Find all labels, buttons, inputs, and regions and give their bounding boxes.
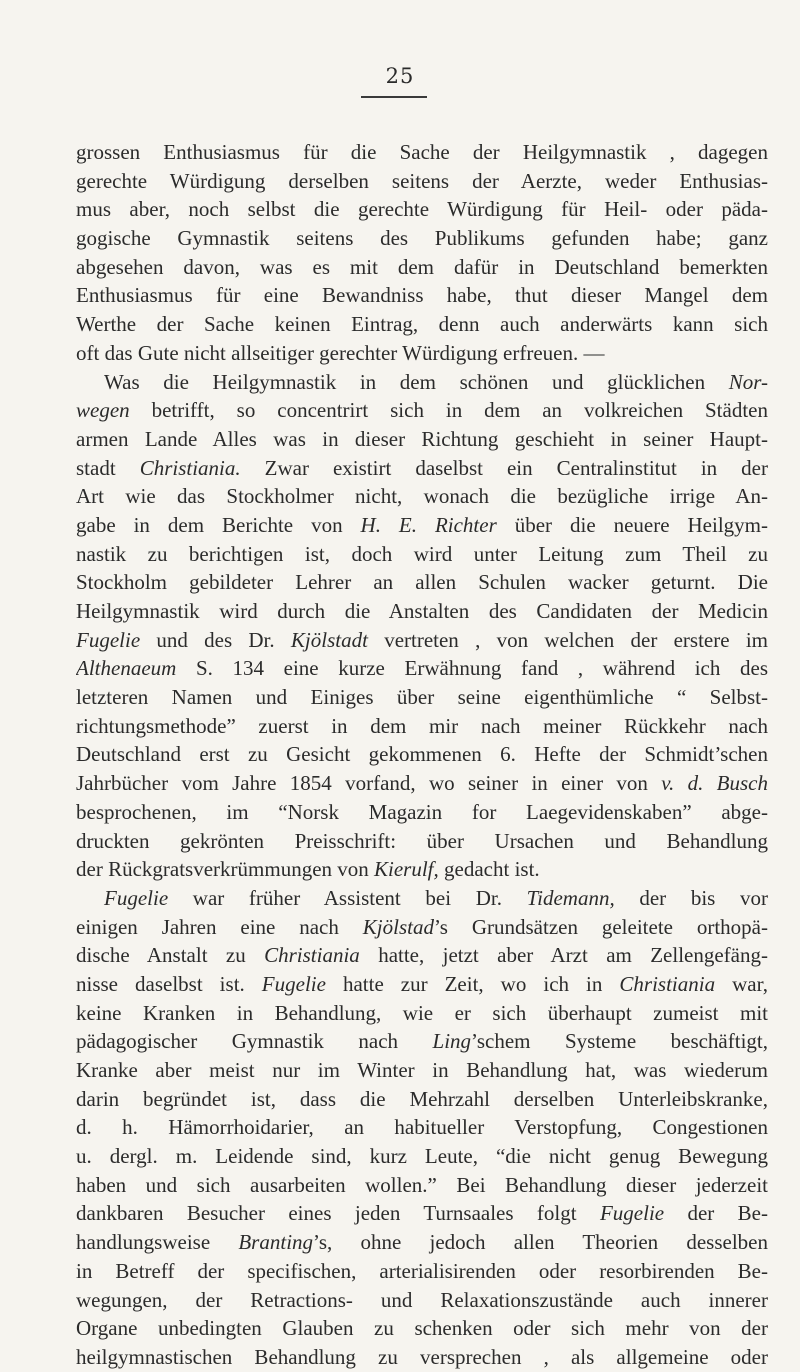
- text-segment: druckten gekrönten Preisschrift: über Ursachen und Behandlung: [76, 828, 768, 853]
- italic-text: Fugelie: [104, 885, 169, 910]
- text-line: [76, 769, 768, 798]
- text-line: [76, 1113, 768, 1142]
- text-segment: wegungen, der Retractions- und Relaxationszustände auch innerer: [76, 1287, 768, 1312]
- text-segment: heilgymnastischen Behandlung zu versprechen , als allgemeine oder: [76, 1344, 768, 1369]
- text-segment: Art wie das Stockholmer nicht, wonach die bezügliche irrige An-: [76, 484, 768, 509]
- text-line: [76, 368, 768, 397]
- text-line: [76, 827, 768, 856]
- text-segment: der Rückgratsverkrümmungen von: [76, 857, 375, 882]
- text-segment: Zwar existirt daselbst ein Centralinstitut in der: [240, 455, 768, 480]
- italic-text: H. E. Richter: [360, 512, 497, 537]
- italic-text: Branting: [238, 1230, 314, 1255]
- text-segment: war früher Assistent bei Dr.: [168, 885, 527, 910]
- text-segment: u. dergl. m. Leidende sind, kurz Leute, “die nicht genug Bewegung: [76, 1144, 768, 1169]
- text-line: [76, 310, 768, 339]
- text-line: [76, 1027, 768, 1056]
- text-line: [76, 999, 768, 1028]
- text-segment: gerechte Würdigung derselben seitens der Aerzte, weder Enthusias-: [76, 168, 768, 193]
- text-segment: haben und sich ausarbeiten wollen.” Bei Behandlung dieser jederzeit: [76, 1172, 768, 1197]
- text-line: [76, 712, 768, 741]
- text-line: [76, 597, 768, 626]
- text-segment: d. h. Hämorrhoidarier, an habitueller Verstopfung, Congestionen: [76, 1115, 768, 1140]
- italic-text: Kierulf,: [374, 857, 439, 882]
- page-number: 25: [385, 64, 415, 88]
- text-line: [76, 568, 768, 597]
- text-segment: S. 134 eine kurze Erwähnung fand , während ich des: [176, 656, 768, 681]
- text-segment: hatte zur Zeit, wo ich in: [325, 971, 620, 996]
- italic-text: Christiania: [619, 971, 716, 996]
- text-segment: hatte, jetzt aber Arzt am Zellengefäng-: [359, 943, 768, 968]
- italic-text: Nor-: [728, 369, 768, 394]
- text-line: [76, 1199, 768, 1228]
- text-segment: Organe unbedingten Glauben zu schenken oder sich mehr von der: [76, 1316, 768, 1341]
- text-segment: ’s Grundsätzen geleitete orthopä-: [433, 914, 768, 939]
- text-segment: Was die Heilgymnastik in dem schönen und glücklichen: [104, 369, 729, 394]
- text-line: [76, 654, 768, 683]
- text-segment: Werthe der Sache keinen Eintrag, denn auch anderwärts kann sich: [76, 312, 768, 337]
- text-line: [76, 511, 768, 540]
- text-segment: betrifft, so concentrirt sich in dem an volkreichen Städten: [129, 398, 768, 423]
- text-segment: oft das Gute nicht allseitiger gerechter Würdigung erfreuen. —: [76, 340, 605, 365]
- text-segment: Deutschland erst zu Gesicht gekommenen 6. Hefte der Schmidt’schen: [76, 742, 768, 767]
- text-line: [76, 425, 768, 454]
- text-line: [76, 482, 768, 511]
- text-line: [76, 740, 768, 769]
- text-segment: gedacht ist.: [438, 857, 540, 882]
- text-segment: keine Kranken in Behandlung, wie er sich überhaupt zumeist mit: [76, 1000, 768, 1025]
- text-line: [76, 224, 768, 253]
- text-line: [76, 281, 768, 310]
- italic-text: Kjölstadt: [290, 627, 368, 652]
- text-segment: richtungsmethode” zuerst in dem mir nach meiner Rückkehr nach: [76, 713, 768, 738]
- text-line: [76, 396, 768, 425]
- text-segment: nastik zu berichtigen ist, doch wird unter Leitung zum Theil zu: [76, 541, 768, 566]
- text-segment: Stockholm gebildeter Lehrer an allen Schulen wacker geturnt. Die: [76, 570, 768, 595]
- text-line: [76, 913, 768, 942]
- text-segment: der bis vor: [614, 885, 768, 910]
- text-line: [76, 540, 768, 569]
- body-text: [76, 138, 768, 1372]
- italic-text: Fugelie: [261, 971, 326, 996]
- text-segment: darin begründet ist, dass die Mehrzahl derselben Unterleibskranke,: [76, 1086, 768, 1111]
- text-line: [76, 253, 768, 282]
- text-segment: Enthusiasmus für eine Bewandniss habe, thut dieser Mangel dem: [76, 283, 768, 308]
- italic-text: Ling: [432, 1029, 472, 1054]
- text-segment: dische Anstalt zu: [76, 943, 265, 968]
- text-line: [76, 1085, 768, 1114]
- text-line: [76, 339, 768, 368]
- italic-text: Althenaeum: [76, 656, 177, 681]
- text-segment: stadt: [76, 455, 140, 480]
- text-segment: armen Lande Alles was in dieser Richtung geschieht in seiner Haupt-: [76, 426, 768, 451]
- text-segment: Jahrbücher vom Jahre 1854 vorfand, wo seiner in einer von: [76, 771, 662, 796]
- text-line: [76, 1314, 768, 1343]
- italic-text: Tidemann,: [526, 885, 615, 910]
- text-segment: über die neuere Heilgym-: [496, 512, 768, 537]
- text-segment: dankbaren Besucher eines jeden Turnsaales folgt: [76, 1201, 600, 1226]
- text-segment: einigen Jahren eine nach: [76, 914, 363, 939]
- text-line: [76, 1257, 768, 1286]
- italic-text: wegen: [76, 398, 130, 423]
- text-segment: ’s, ohne jedoch allen Theorien desselben: [313, 1230, 768, 1255]
- text-segment: mus aber, noch selbst die gerechte Würdigung für Heil- oder päda-: [76, 197, 768, 222]
- text-line: [76, 1228, 768, 1257]
- text-line: [76, 941, 768, 970]
- text-segment: vertreten , von welchen der erstere im: [367, 627, 768, 652]
- italic-text: Fugelie: [599, 1201, 665, 1226]
- text-segment: gogische Gymnastik seitens des Publikums gefunden habe; ganz: [76, 226, 768, 251]
- text-segment: letzteren Namen und Einiges über seine eigenthümliche “ Selbst-: [76, 685, 768, 710]
- text-line: [76, 454, 768, 483]
- italic-text: Kjölstad: [362, 914, 434, 939]
- text-segment: Kranke aber meist nur im Winter in Behandlung hat, was wiederum: [76, 1058, 768, 1082]
- text-line: [76, 167, 768, 196]
- text-line: [76, 855, 768, 884]
- text-segment: nisse daselbst ist.: [76, 971, 262, 996]
- text-segment: und des Dr.: [140, 627, 291, 652]
- italic-text: v. d. Busch: [661, 771, 768, 796]
- text-segment: ’schem Systeme beschäftigt,: [471, 1029, 768, 1054]
- text-line: [76, 1171, 768, 1200]
- text-segment: besprochenen, im “Norsk Magazin for Laegevidenskaben” abge-: [76, 799, 768, 824]
- text-segment: gabe in dem Berichte von: [76, 512, 361, 537]
- text-segment: in Betreff der specifischen, arterialisirenden oder resorbirenden Be-: [76, 1258, 768, 1283]
- page-number-underline: [361, 96, 427, 98]
- text-line: [76, 884, 768, 913]
- italic-text: Christiania.: [139, 455, 241, 480]
- text-segment: war,: [715, 971, 768, 996]
- text-segment: handlungsweise: [76, 1230, 239, 1255]
- text-line: [76, 138, 768, 167]
- text-line: [76, 970, 768, 999]
- text-line: [76, 1142, 768, 1171]
- text-segment: pädagogischer Gymnastik nach: [76, 1029, 433, 1054]
- text-line: [76, 798, 768, 827]
- text-segment: abgesehen davon, was es mit dem dafür in Deutschland bemerkten: [76, 254, 768, 279]
- text-segment: Heilgymnastik wird durch die Anstalten des Candidaten der Medicin: [76, 599, 768, 623]
- italic-text: Christiania: [264, 943, 360, 968]
- text-segment: grossen Enthusiasmus für die Sache der Heilgymnastik , dagegen: [76, 140, 768, 164]
- text-line: [76, 626, 768, 655]
- text-line: [76, 1286, 768, 1315]
- italic-text: Fugelie: [76, 627, 141, 652]
- text-line: [76, 1343, 768, 1372]
- text-line: [76, 195, 768, 224]
- text-line: [76, 1056, 768, 1085]
- text-line: [76, 683, 768, 712]
- text-segment: der Be-: [664, 1201, 768, 1226]
